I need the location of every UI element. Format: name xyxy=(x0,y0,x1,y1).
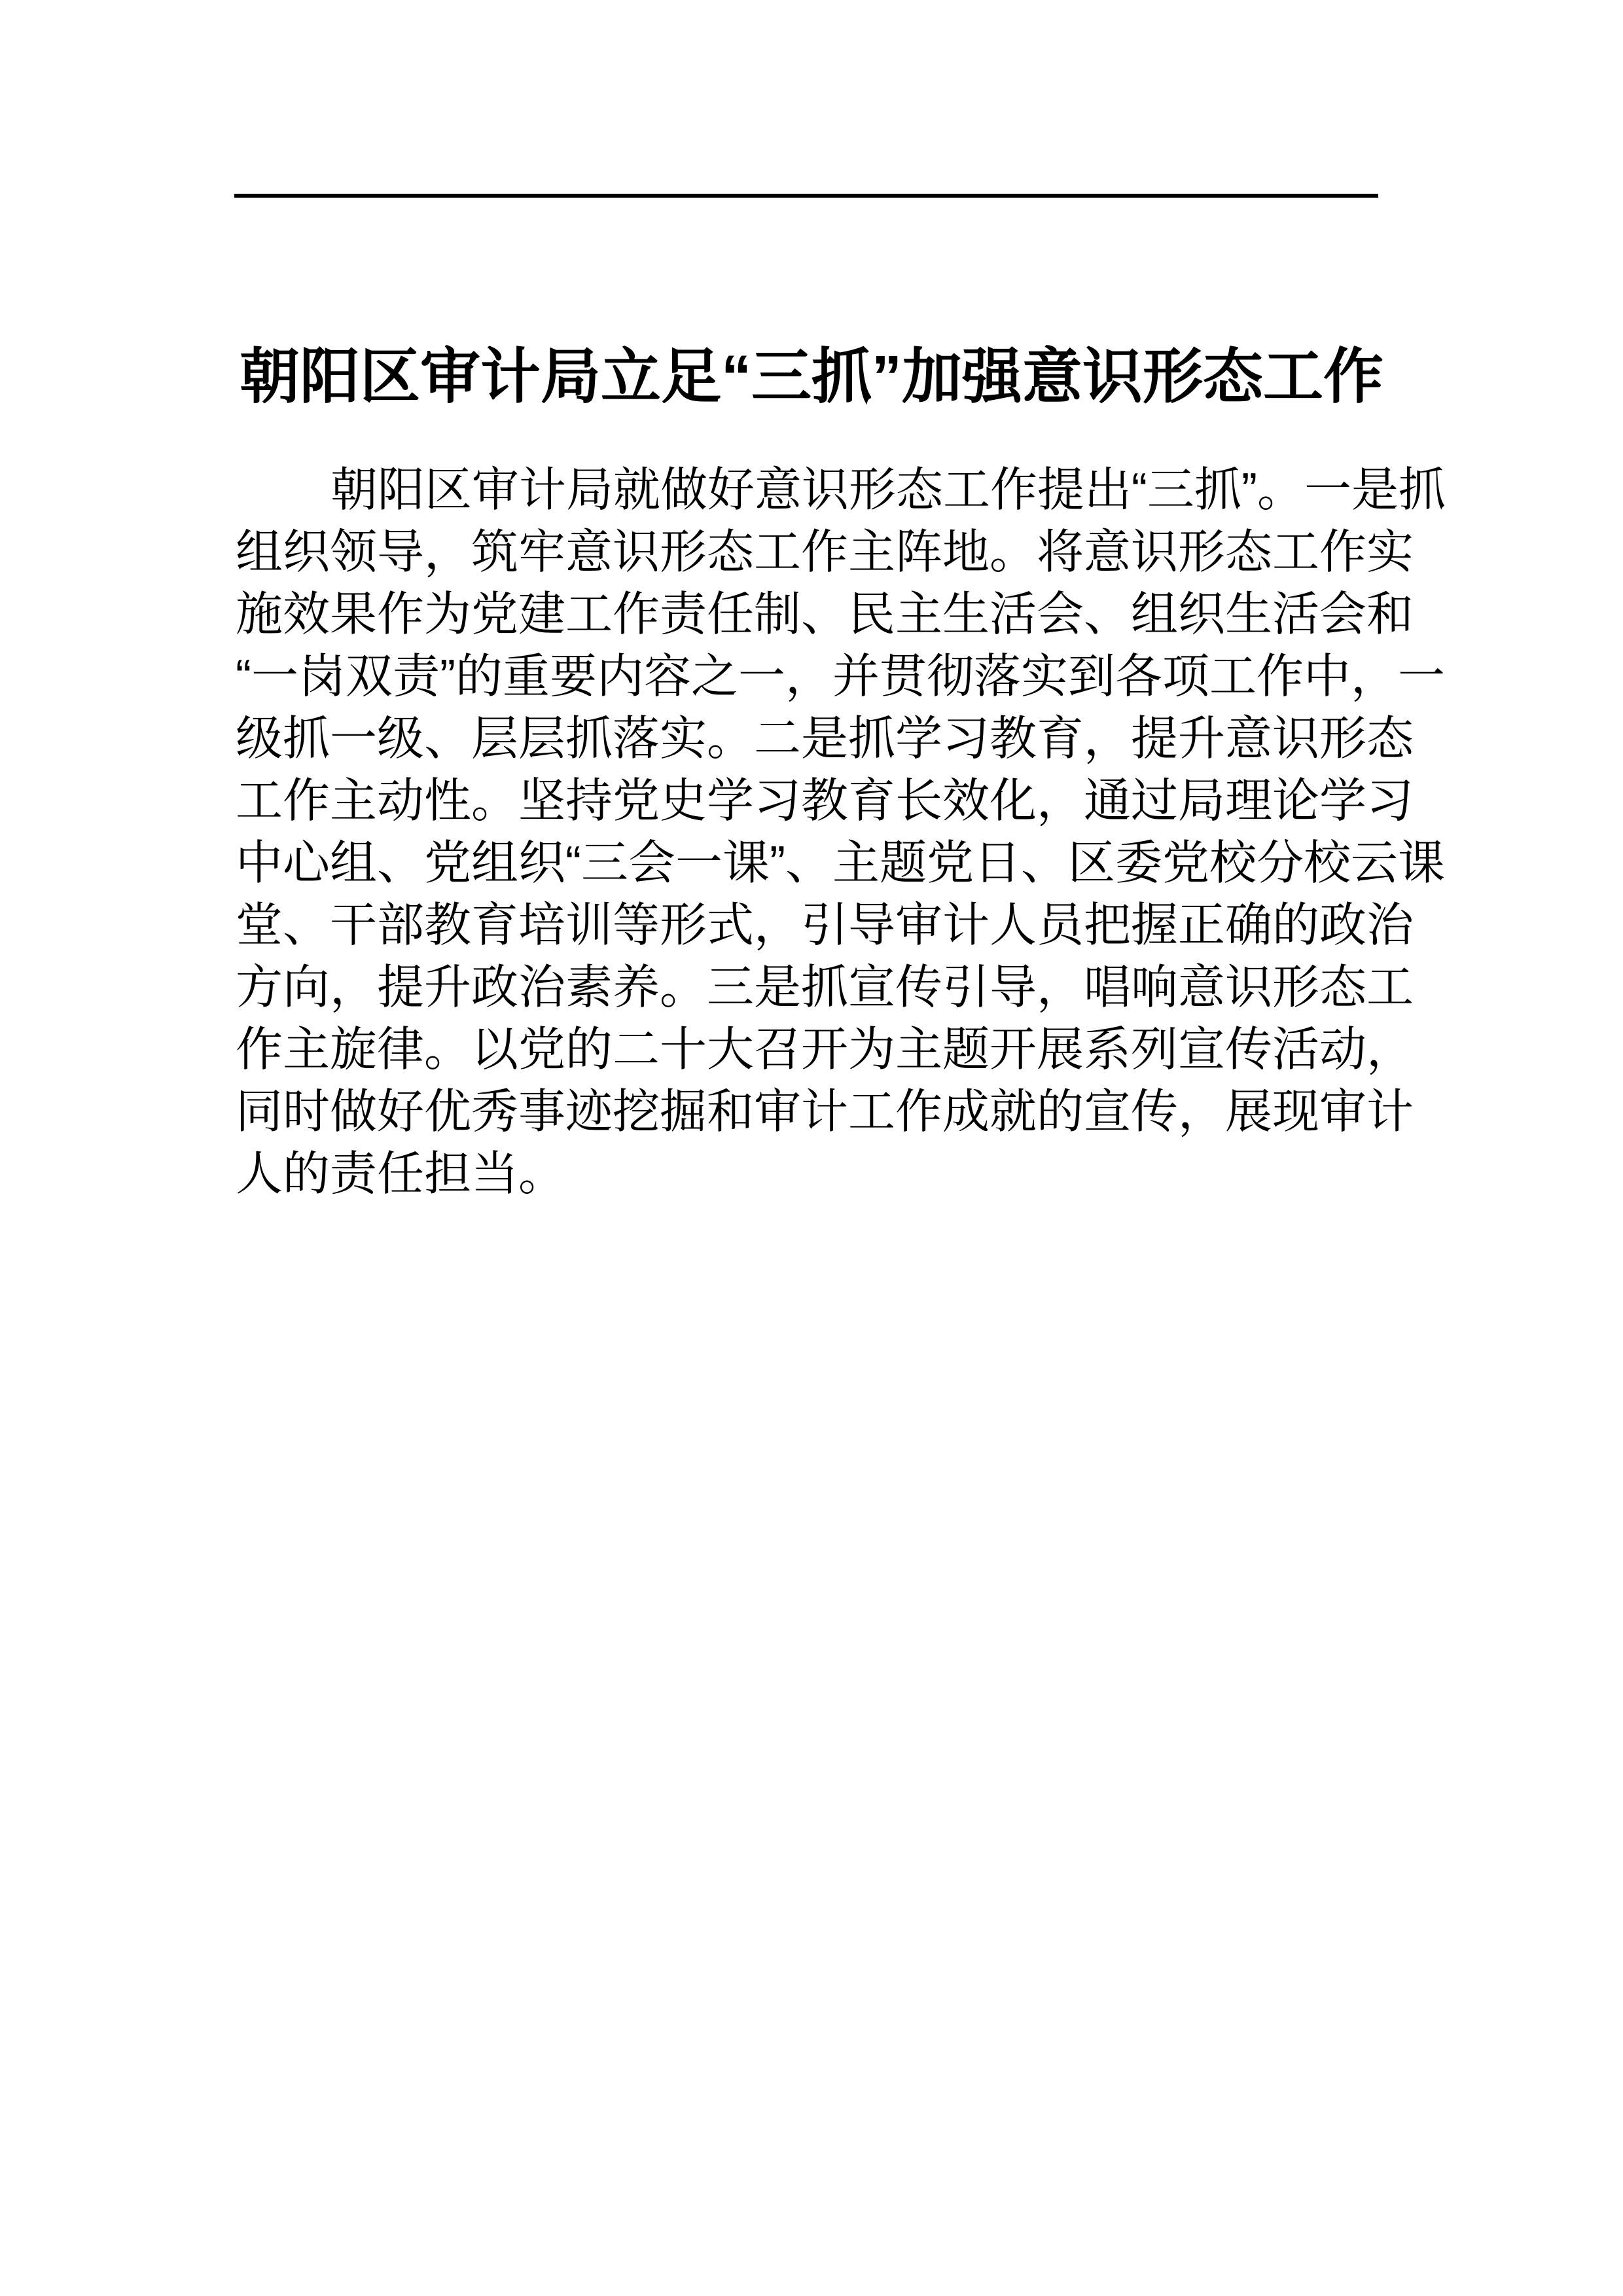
body-text-line: 人的责任担当。 xyxy=(236,1148,566,1200)
body-text-line: 朝阳区审计局就做好意识形态工作提出“三抓”。一是抓 xyxy=(330,464,1446,516)
header-divider-line xyxy=(234,194,1378,198)
body-text-line: 中心组、党组织“三会一课”、主题党日、区委党校分校云课 xyxy=(236,837,1445,889)
body-text-line: 堂、干部教育培训等形式，引导审计人员把握正确的政治 xyxy=(236,899,1414,952)
body-text-line: 作主旋律。以党的二十大召开为主题开展系列宣传活动， xyxy=(236,1024,1414,1076)
document-title: 朝阳区审计局立足“三抓”加强意识形态工作 xyxy=(239,343,1383,410)
body-text-line: 级抓一级、层层抓落实。二是抓学习教育，提升意识形态 xyxy=(236,713,1414,765)
body-text-line: 工作主动性。坚持党史学习教育长效化，通过局理论学习 xyxy=(236,775,1414,827)
body-text-line: 施效果作为党建工作责任制、民主生活会、组织生活会和 xyxy=(236,588,1414,641)
body-text-line: 组织领导，筑牢意识形态工作主阵地。将意识形态工作实 xyxy=(236,526,1414,579)
body-text-line: 方向，提升政治素养。三是抓宣传引导，唱响意识形态工 xyxy=(236,961,1414,1014)
document-body xyxy=(236,459,1446,1206)
body-text-line: “一岗双责”的重要内容之一，并贯彻落实到各项工作中，一 xyxy=(236,651,1445,703)
body-text-line: 同时做好优秀事迹挖掘和审计工作成就的宣传，展现审计 xyxy=(236,1086,1414,1138)
